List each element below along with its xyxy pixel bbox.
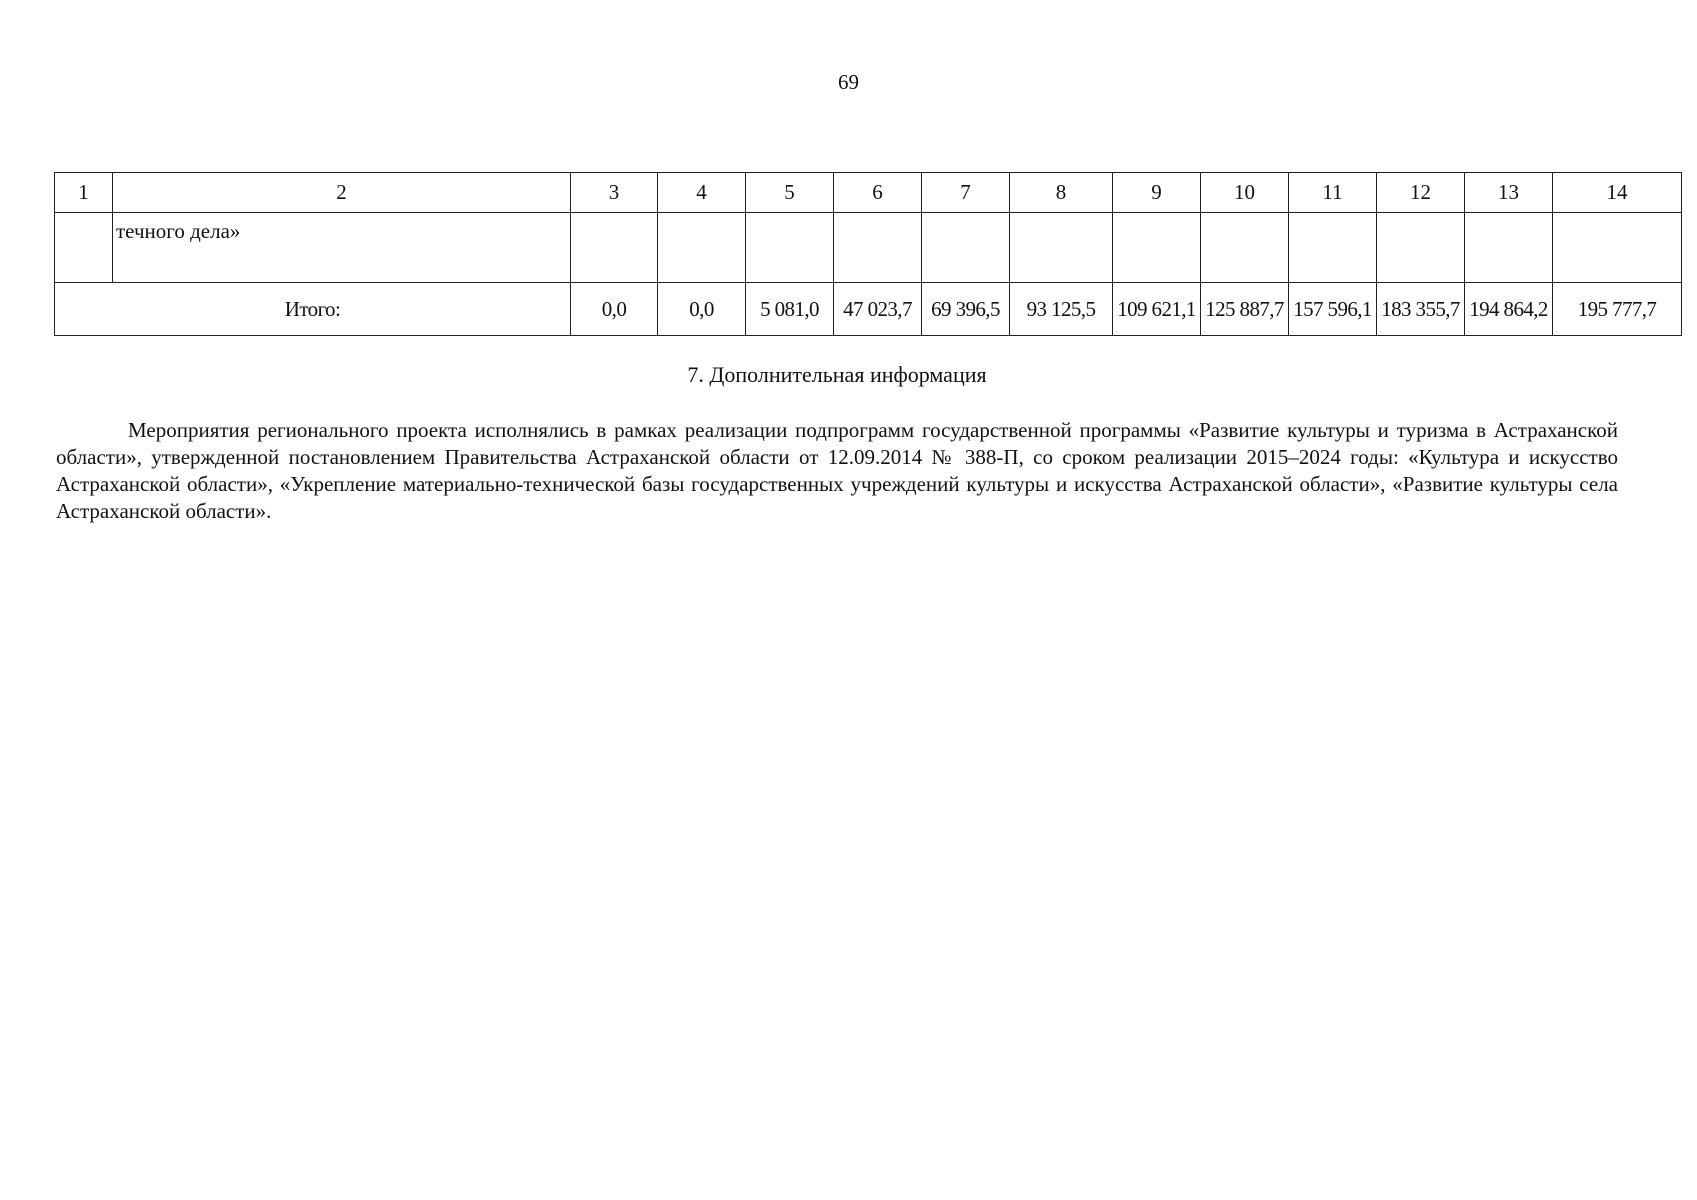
table-cell <box>1289 213 1377 283</box>
table-cell <box>1553 213 1682 283</box>
table-cell <box>1377 213 1465 283</box>
table-cell <box>1113 213 1201 283</box>
column-number: 5 <box>746 173 834 213</box>
total-value: 183 355,7 <box>1377 283 1465 336</box>
column-number: 10 <box>1201 173 1289 213</box>
section-heading: 7. Дополнительная информация <box>687 362 987 387</box>
column-number: 4 <box>658 173 746 213</box>
budget-table <box>54 172 1682 336</box>
total-value: 0,0 <box>571 283 658 336</box>
table-cell <box>922 213 1010 283</box>
total-value: 69 396,5 <box>922 283 1010 336</box>
total-value: 0,0 <box>658 283 746 336</box>
total-value: 125 887,7 <box>1201 283 1289 336</box>
total-value: 109 621,1 <box>1113 283 1201 336</box>
table-cell <box>746 213 834 283</box>
total-value: 195 777,7 <box>1553 283 1682 336</box>
table-cell <box>571 213 658 283</box>
column-number: 2 <box>113 173 571 213</box>
table-cell <box>1010 213 1113 283</box>
table-cell <box>1201 213 1289 283</box>
column-number: 13 <box>1465 173 1553 213</box>
table-row <box>55 213 1682 283</box>
continuation-text-cell: течного дела» <box>113 213 571 283</box>
column-number: 12 <box>1377 173 1465 213</box>
column-number: 7 <box>922 173 1010 213</box>
column-number: 8 <box>1010 173 1113 213</box>
total-value: 5 081,0 <box>746 283 834 336</box>
total-value: 194 864,2 <box>1465 283 1553 336</box>
total-value: 93 125,5 <box>1010 283 1113 336</box>
table-cell <box>658 213 746 283</box>
total-row <box>55 283 1682 336</box>
total-value: 157 596,1 <box>1289 283 1377 336</box>
table-cell <box>1465 213 1553 283</box>
table-cell <box>55 213 113 283</box>
column-number: 14 <box>1553 173 1682 213</box>
column-number: 6 <box>834 173 922 213</box>
column-number: 3 <box>571 173 658 213</box>
total-label: Итого: <box>55 283 571 336</box>
page-number: 69 <box>838 70 859 94</box>
total-value: 47 023,7 <box>834 283 922 336</box>
column-number: 11 <box>1289 173 1377 213</box>
table-header-row <box>55 173 1682 213</box>
column-number: 1 <box>55 173 113 213</box>
table-cell <box>834 213 922 283</box>
body-paragraph: Мероприятия регионального проекта исполнялись в рамках реализации подпрограмм государственной программы «Развитие культуры и туризма в Астраханской области», утвержденной постановлением Правительства Астраханской области от 12.09.2014 № 388-П, со сроком реализации 2015–2024 годы: «Культура и искусство Астраханской области», «Укрепление материально-технической базы государственных учреждений культуры и искусства Астраханской области», «Развитие культуры села Астраханской области». <box>56 418 1618 523</box>
column-number: 9 <box>1113 173 1201 213</box>
